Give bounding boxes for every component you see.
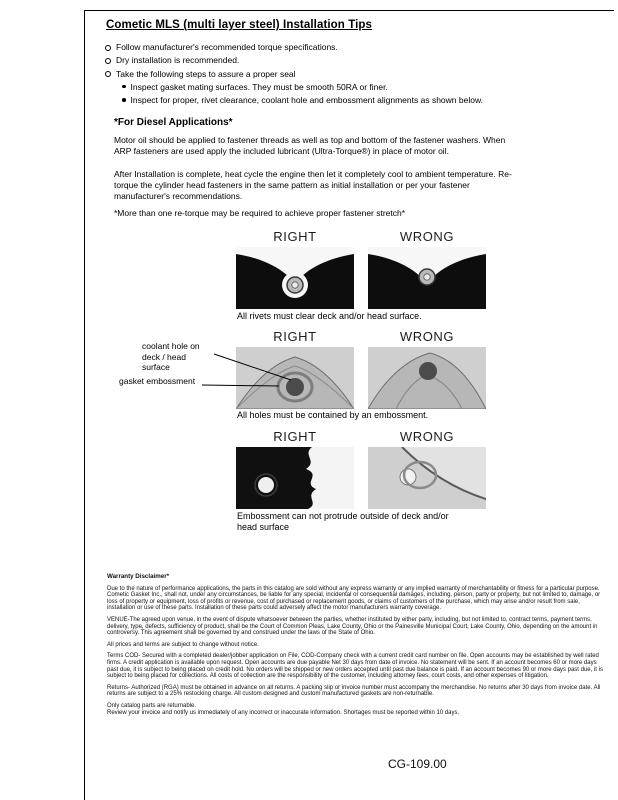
figure-right xyxy=(236,429,354,509)
tip-text: Take the following steps to assure a proper seal xyxy=(116,68,296,79)
circle-bullet-icon xyxy=(105,45,111,51)
wrong-label: WRONG xyxy=(399,429,455,444)
list-item xyxy=(105,69,535,80)
coolant-hole-callout: coolant hole on deck / head surface xyxy=(142,341,200,372)
diesel-paragraph-1: Motor oil should be applied to fastener threads as well as top and bottom of the fastener washers. When ARP fasteners are used apply the included lubricant (Ultra-Torque®) in place of motor oil. xyxy=(114,135,506,156)
diesel-applications-heading: *For Diesel Applications* xyxy=(114,117,233,128)
list-item xyxy=(105,55,535,66)
tip-text: Inspect gasket mating surfaces. They must be smooth 50RA or finer. xyxy=(130,81,388,92)
hole-contained-wrong-image xyxy=(368,347,486,409)
protrusion-wrong-image xyxy=(368,447,486,509)
figure-wrong xyxy=(368,229,486,309)
hole-contained-right-image xyxy=(236,347,354,409)
figure-row-rivets xyxy=(236,229,486,309)
legal-paragraph: VENUE-The agreed upon venue, in the event of dispute whatsoever between the parties, whether instituted by either party, including, but not limited to, contract terms, payment terms, delivery, type, defects, sufficiency of product, shall be the Court of Common Pleas, Lake County, Ohio or the Painesville Municipal Court, Lake County, Ohio, depending on the amount in controversy. This agreement shall be governed by and construed under the laws of the State of Ohio. xyxy=(107,616,598,637)
tip-text: Inspect for proper, rivet clearance, coolant hole and embossment alignments as shown below. xyxy=(130,95,483,106)
warranty-disclaimer-heading: Warranty Disclaimer* xyxy=(107,573,170,580)
wrong-label: WRONG xyxy=(399,229,455,244)
figure-wrong xyxy=(368,429,486,509)
page-title: Cometic MLS (multi layer steel) Installation Tips xyxy=(106,19,373,31)
tip-text: Follow manufacturer's recommended torque specifications. xyxy=(116,42,338,52)
legal-paragraph: Only catalog parts are returnable. xyxy=(107,702,197,709)
legal-paragraph: Terms COD- Secured with a completed dealer/jobber application on File, COD-Company check with a current credit card number on file. Open accounts may be established by well rated firms. A credit application is available upon request. Open accounts are due payable Net 30 days from date of invoice. No statement will be sent. If an account becomes 60 or more days past due, it is subject to being placed on credit hold. No orders will be shipped or new orders accepted until past due balance is paid. If an account becomes 90 or more days past due, it is subject to being placed for collections. All costs of collection are the responsibility of the customer, including attorney fees, court costs, and other expenses of litigation. xyxy=(107,653,603,680)
figure-caption-embossment: All holes must be contained by an embossment. xyxy=(237,410,429,420)
dot-bullet-icon xyxy=(122,85,126,89)
page-border-left xyxy=(84,10,85,800)
retorque-note: *More than one re-torque may be required to achieve proper fastener stretch* xyxy=(114,208,406,218)
figure-row-embossment xyxy=(236,329,486,409)
protrusion-right-image xyxy=(236,447,354,509)
circle-bullet-icon xyxy=(105,71,111,77)
legal-section xyxy=(107,574,607,721)
diesel-paragraph-2: After Installation is complete, heat cycle the engine then let it completely cool to ambient temperature. Re-torque the cylinder head fasteners in the same pattern as initial installation or per your fastener manufacturer's recommendations. xyxy=(114,169,512,201)
figure-right xyxy=(236,229,354,309)
figure-wrong xyxy=(368,329,486,409)
dot-bullet-icon xyxy=(122,98,126,102)
circle-bullet-icon xyxy=(105,58,111,64)
tip-text: Dry installation is recommended. xyxy=(116,55,240,66)
right-label: RIGHT xyxy=(273,429,317,444)
list-item-sub xyxy=(122,82,535,93)
right-label: RIGHT xyxy=(273,229,317,244)
page-border-top xyxy=(84,10,614,11)
gasket-embossment-callout: gasket embossment xyxy=(119,376,196,386)
list-item-sub xyxy=(122,95,535,106)
figure-caption-protrusion: Embossment can not protrude outside of deck and/or head surface xyxy=(237,511,449,532)
rivet-clearance-right-image xyxy=(236,247,354,309)
rivet-clearance-wrong-image xyxy=(368,247,486,309)
legal-paragraph: Returns- Authorized (RGA) must be obtained in advance on all returns. A packing slip or invoice number must accompany the merchandise. No returns after 30 days from invoice date. All returns are subject to a 25% restocking charge. All custom designed and custom manufactured gaskets are non-returnable. xyxy=(107,684,601,698)
installation-tips-list xyxy=(105,42,535,108)
figure-caption-rivets: All rivets must clear deck and/or head surface. xyxy=(237,311,422,321)
right-label: RIGHT xyxy=(273,329,317,344)
legal-paragraph: Review your invoice and notify us immediately of any incorrect or inaccurate information. Shortages must be reported within 10 days. xyxy=(107,709,460,716)
list-item xyxy=(105,42,535,53)
legal-paragraph: All prices and terms are subject to change without notice. xyxy=(107,641,259,648)
wrong-label: WRONG xyxy=(399,329,455,344)
legal-paragraph: Due to the nature of performance applications, the parts in this catalog are sold without any express warranty or any implied warranty of merchantability or fitness for a particular purpose. Cometic Gasket Inc., shall not, under any circumstances, be liable for any special, incidental or consequential damages, including, person, party or property, but not limited to, damage, or loss of property or equipment, loss of profits or revenue, cost of purchased or replacement goods, or claims of customers of the purchase, which may arise and/or result from sale, installation or use of these parts. Installation of these parts could adversely affect the motor manufacturers warranty coverage. xyxy=(107,585,601,612)
figure-right xyxy=(236,329,354,409)
page-code: CG-109.00 xyxy=(388,757,447,771)
figure-row-protrusion xyxy=(236,429,486,509)
